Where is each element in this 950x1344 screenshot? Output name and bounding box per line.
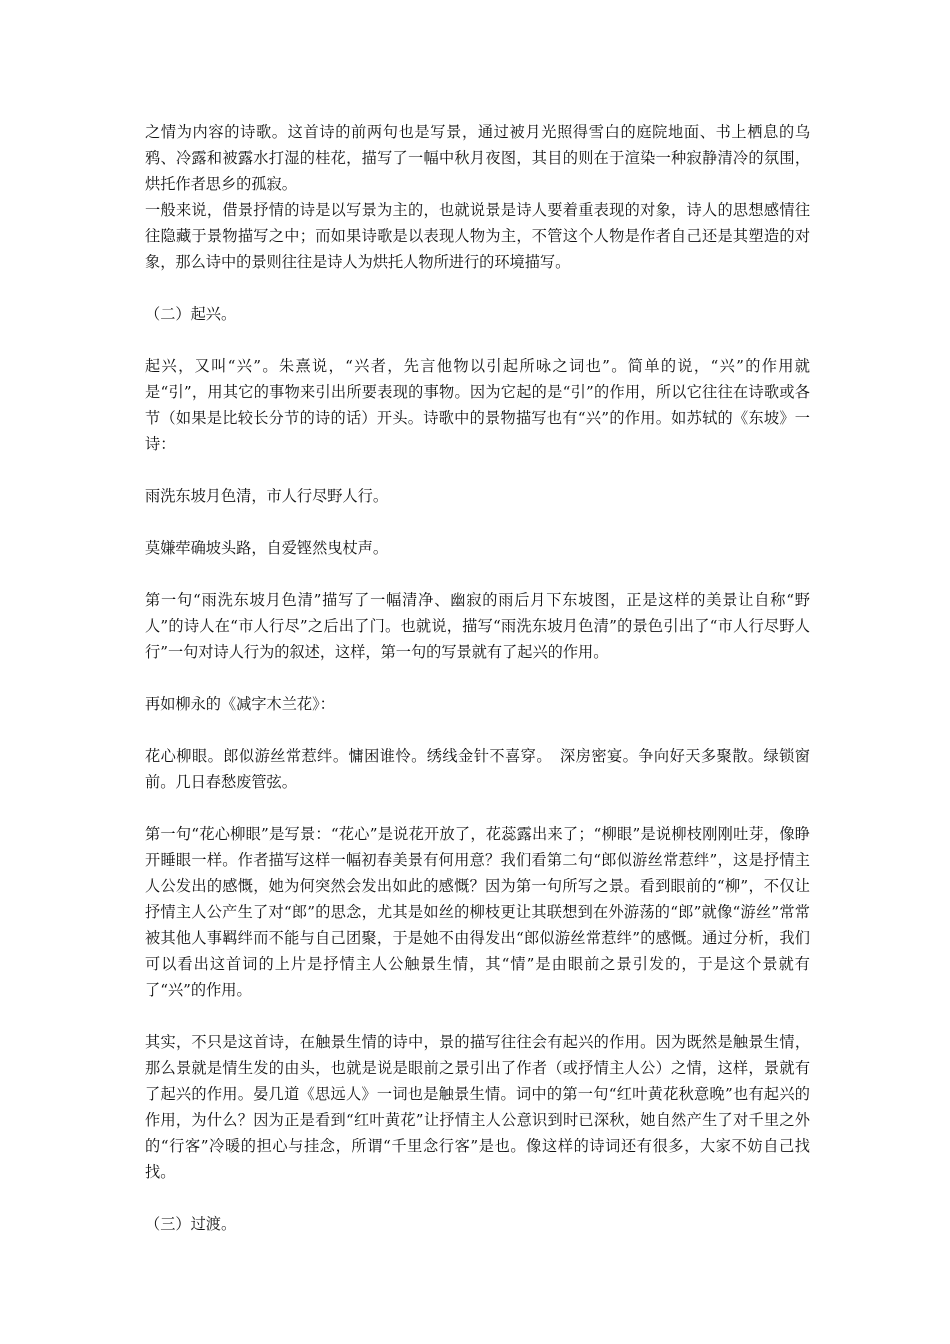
- paragraph-continuation: 之情为内容的诗歌。这首诗的前两句也是写景，通过被月光照得雪白的庭院地面、书上栖息的乌鸦、冷露和被露水打湿的桂花，描写了一幅中秋月夜图，其目的则在于渲染一种寂静清冷的氛围，烘托作者思乡的孤寂。: [145, 123, 810, 193]
- section-heading-guodu: （三）过渡。: [145, 1215, 237, 1233]
- paragraph-second-example: 再如柳永的《减字木兰花》：: [145, 695, 335, 713]
- ci-text: 花心柳眼。郎似游丝常惹绊。慵困谁怜。绣线金针不喜穿。 深房密宴。争向好天多聚散。绿锁窗前。几日春愁废管弦。: [145, 747, 810, 791]
- document-body: [145, 119, 810, 1237]
- paragraph-summary: 其实，不只是这首诗，在触景生情的诗中，景的描写往往会有起兴的作用。因为既然是触景生情，那么景就是情生发的由头，也就是说是眼前之景引出了作者（或抒情主人公）之情，这样，景就有了起兴的作用。晏几道《思远人》一词也是触景生情。词中的第一句“红叶黄花秋意晚”也有起兴的作用，为什么？因为正是看到“红叶黄花”让抒情主人公意识到时已深秋，她自然产生了对千里之外的“行客”冷暖的担心与挂念，所谓“千里念行客”是也。像这样的诗词还有很多，大家不妨自己找找。: [145, 1033, 810, 1181]
- paragraph-poem-analysis: 第一句“雨洗东坡月色清”描写了一幅清净、幽寂的雨后月下东坡图，正是这样的美景让自称“野人”的诗人在“市人行尽”之后出了门。也就说，描写“雨洗东坡月色清”的景色引出了“市人行尽野人行”一句对诗人行为的叙述，这样，第一句的写景就有了起兴的作用。: [145, 591, 810, 661]
- paragraph-general: 一般来说，借景抒情的诗是以写景为主的，也就说景是诗人要着重表现的对象，诗人的思想感情往往隐藏于景物描写之中；而如果诗歌是以表现人物为主，不管这个人物是作者自己还是其塑造的对象，那么诗中的景则往往是诗人为烘托人物所进行的环境描写。: [145, 201, 810, 271]
- section-heading-qixing: （二）起兴。: [145, 305, 237, 323]
- poem-line-1: 雨洗东坡月色清，市人行尽野人行。: [145, 487, 388, 505]
- poem-line-2: 莫嫌荦确坡头路，自爱铿然曳杖声。: [145, 539, 388, 557]
- paragraph-ci-analysis: 第一句“花心柳眼”是写景：“花心”是说花开放了，花蕊露出来了；“柳眼”是说柳枝刚刚吐芽，像睁开睡眼一样。作者描写这样一幅初春美景有何用意？我们看第二句“郎似游丝常惹绊”，这是抒情主人公发出的感慨，她为何突然会发出如此的感慨？因为第一句所写之景。看到眼前的“柳”，不仅让抒情主人公产生了对“郎”的思念，尤其是如丝的柳枝更让其联想到在外游荡的“郎”就像“游丝”常常被其他人事羁绊而不能与自己团聚，于是她不由得发出“郎似游丝常惹绊”的感慨。通过分析，我们可以看出这首词的上片是抒情主人公触景生情，其“情”是由眼前之景引发的，于是这个景就有了“兴”的作用。: [145, 825, 810, 999]
- paragraph-qixing-definition: 起兴，又叫“兴”。朱熹说，“兴者，先言他物以引起所咏之词也”。简单的说，“兴”的作用就是“引”，用其它的事物来引出所要表现的事物。因为它起的是“引”的作用，所以它往往在诗歌或各节（如果是比较长分节的诗的话）开头。诗歌中的景物描写也有“兴”的作用。如苏轼的《东坡》一诗：: [145, 357, 810, 453]
